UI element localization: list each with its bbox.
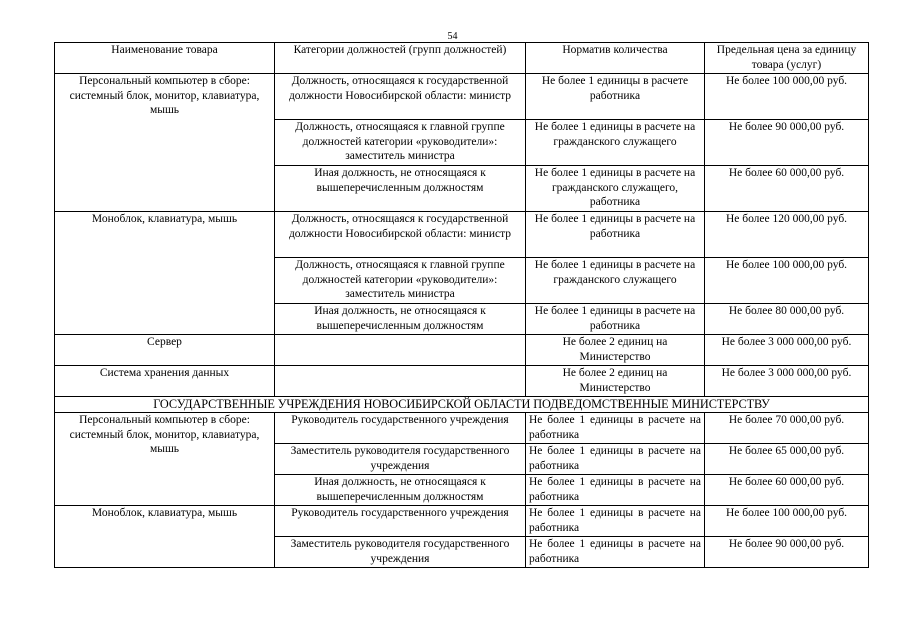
table-header-row	[55, 43, 869, 74]
price-cell: Не более 100 000,00 руб.	[705, 258, 869, 304]
table-row	[55, 506, 869, 537]
section-title: ГОСУДАРСТВЕННЫЕ УЧРЕЖДЕНИЯ НОВОСИБИРСКОЙ ОБЛАСТИ ПОДВЕДОМСТВЕННЫЕ МИНИСТЕРСТВУ	[55, 397, 869, 413]
category-cell: Иная должность, не относящаяся к вышеперечисленным должностям	[275, 166, 526, 212]
quantity-cell: Не более 1 единицы в расчете на работника	[526, 475, 705, 506]
price-cell: Не более 80 000,00 руб.	[705, 304, 869, 335]
price-cell: Не более 70 000,00 руб.	[705, 413, 869, 444]
category-cell: Должность, относящаяся к главной группе должностей категории «руководители»: заместитель министра	[275, 258, 526, 304]
price-cell: Не более 100 000,00 руб.	[705, 506, 869, 537]
quantity-cell: Не более 2 единиц на Министерство	[526, 335, 705, 366]
header-price: Предельная цена за единицу товара (услуг)	[705, 43, 869, 74]
category-cell: Руководитель государственного учреждения	[275, 506, 526, 537]
category-cell: Руководитель государственного учреждения	[275, 413, 526, 444]
product-cell: Система хранения данных	[55, 366, 275, 397]
section-row	[55, 397, 869, 413]
quantity-cell: Не более 1 единицы в расчете на работника	[526, 506, 705, 537]
category-cell	[275, 335, 526, 366]
table-row	[55, 74, 869, 120]
category-cell	[275, 366, 526, 397]
header-product: Наименование товара	[55, 43, 275, 74]
product-cell: Моноблок, клавиатура, мышь	[55, 212, 275, 335]
price-cell: Не более 100 000,00 руб.	[705, 74, 869, 120]
product-cell: Персональный компьютер в сборе: системный блок, монитор, клавиатура, мышь	[55, 413, 275, 506]
price-cell: Не более 90 000,00 руб.	[705, 120, 869, 166]
category-cell: Должность, относящаяся к главной группе должностей категории «руководители»: заместитель министра	[275, 120, 526, 166]
category-cell: Иная должность, не относящаяся к вышеперечисленным должностям	[275, 304, 526, 335]
table-row	[55, 413, 869, 444]
header-category: Категории должностей (групп должностей)	[275, 43, 526, 74]
header-quantity: Норматив количества	[526, 43, 705, 74]
quantity-cell: Не более 1 единицы в расчете работника	[526, 74, 705, 120]
quantity-cell: Не более 1 единицы в расчете на работника	[526, 537, 705, 568]
category-cell: Заместитель руководителя государственного учреждения	[275, 444, 526, 475]
quantity-cell: Не более 1 единицы в расчете на гражданского служащего	[526, 120, 705, 166]
category-cell: Заместитель руководителя государственного учреждения	[275, 537, 526, 568]
category-cell: Должность, относящаяся к государственной должности Новосибирской области: министр	[275, 74, 526, 120]
quantity-cell: Не более 1 единицы в расчете на работника	[526, 413, 705, 444]
category-cell: Должность, относящаяся к государственной должности Новосибирской области: министр	[275, 212, 526, 258]
price-cell: Не более 60 000,00 руб.	[705, 475, 869, 506]
table-row	[55, 335, 869, 366]
price-cell: Не более 3 000 000,00 руб.	[705, 335, 869, 366]
product-cell: Персональный компьютер в сборе: системный блок, монитор, клавиатура, мышь	[55, 74, 275, 212]
price-cell: Не более 120 000,00 руб.	[705, 212, 869, 258]
quantity-cell: Не более 1 единицы в расчете на гражданского служащего	[526, 258, 705, 304]
category-cell: Иная должность, не относящаяся к вышеперечисленным должностям	[275, 475, 526, 506]
table-row	[55, 366, 869, 397]
quantity-cell: Не более 1 единицы в расчете на гражданского служащего, работника	[526, 166, 705, 212]
quantity-cell: Не более 1 единицы в расчете на работника	[526, 212, 705, 258]
norms-table	[54, 42, 869, 568]
price-cell: Не более 65 000,00 руб.	[705, 444, 869, 475]
product-cell: Сервер	[55, 335, 275, 366]
price-cell: Не более 60 000,00 руб.	[705, 166, 869, 212]
price-cell: Не более 90 000,00 руб.	[705, 537, 869, 568]
quantity-cell: Не более 1 единицы в расчете на работника	[526, 304, 705, 335]
product-cell: Моноблок, клавиатура, мышь	[55, 506, 275, 568]
table-row	[55, 212, 869, 258]
quantity-cell: Не более 1 единицы в расчете на работника	[526, 444, 705, 475]
price-cell: Не более 3 000 000,00 руб.	[705, 366, 869, 397]
quantity-cell: Не более 2 единиц на Министерство	[526, 366, 705, 397]
page-number: 54	[447, 31, 458, 42]
